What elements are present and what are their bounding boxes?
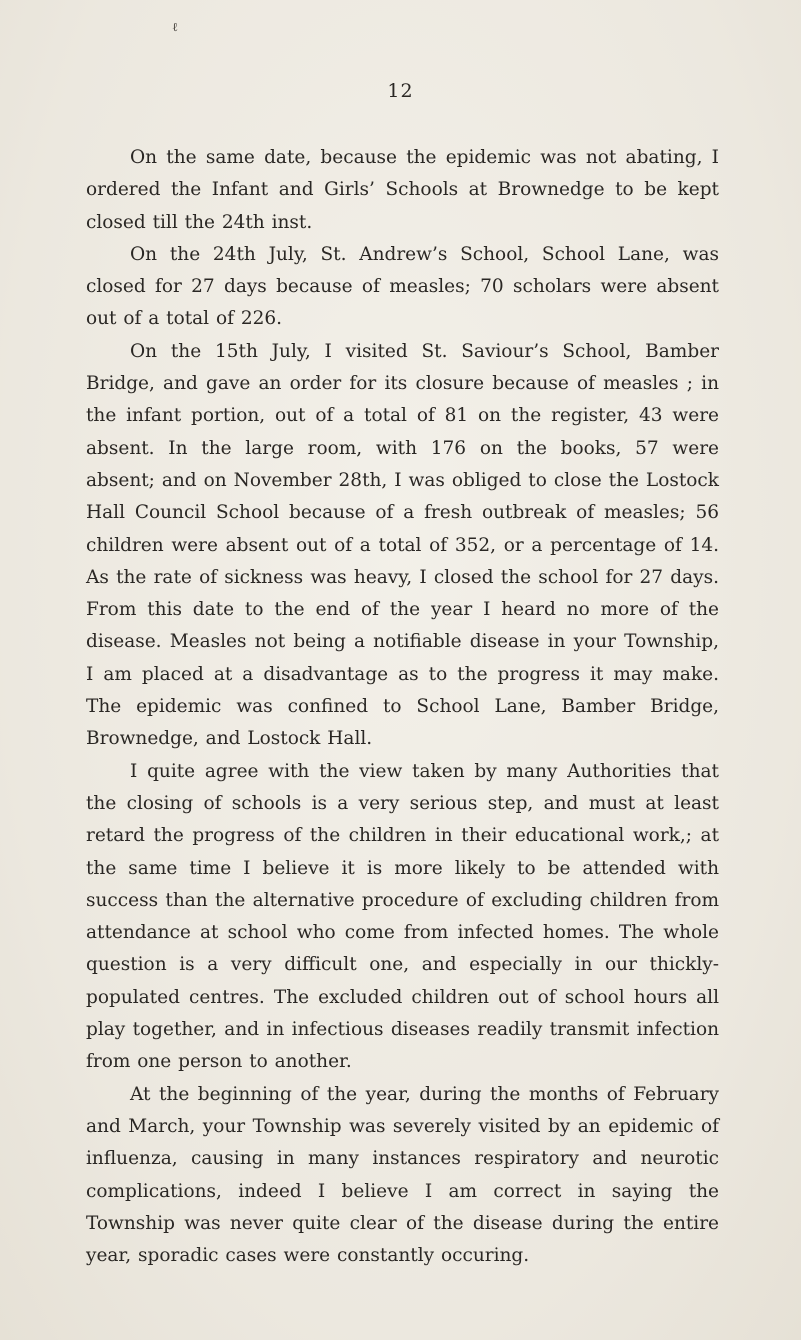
page-number: 12 bbox=[387, 80, 414, 102]
paragraph-1: On the same date, because the epidemic was not abating, I ordered the Infant and Girls’ Schools at Brownedge to be kept closed till the 24th inst. bbox=[86, 147, 719, 233]
body-text bbox=[86, 142, 719, 1272]
paragraph-4: I quite agree with the view taken by many Authorities that the closing of schools is a very serious step, and must at least retard the progress of the children in their educational work,; at the same time I believe it is more likely to be attended with success than the alternative procedure of excluding children from attendance at school who come from infected homes. The whole question is a very difficult one, and especially in our thickly-populated centres. The excluded children out of school hours all play together, and in infectious diseases readily transmit infection from one person to another. bbox=[86, 760, 719, 1073]
paragraph-3: On the 15th July, I visited St. Saviour’s School, Bamber Bridge, and gave an order for its closure because of measles ; in the infant portion, out of a total of 81 on the register, 43 were absent. In the large room, with 176 on the books, 57 were absent; and on November 28th, I was obliged to close the Lostock Hall Council School because of a fresh outbreak of measles; 56 children were absent out of a total of 352, or a percentage of 14. As the rate of sickness was heavy, I closed the school for 27 days. From this date to the end of the year I heard no more of the disease. Measles not being a notifiable disease in your Township, I am placed at a disadvantage as to the progress it may make. The epidemic was confined to School Lane, Bamber Bridge, Brownedge, and Lostock Hall. bbox=[86, 340, 719, 750]
paragraph-2: On the 24th July, St. Andrew’s School, School Lane, was closed for 27 days because of measles; 70 scholars were absent out of a total of 226. bbox=[86, 243, 719, 330]
paragraph-5: At the beginning of the year, during the months of February and March, your Township was severely visited by an epidemic of influenza, causing in many instances respiratory and neurotic complications, indeed I believe I am correct in saying the Township was never quite clear of the disease during the entire year, sporadic cases were constantly occuring. bbox=[86, 1083, 719, 1267]
margin-mark: ℓ bbox=[172, 20, 178, 34]
